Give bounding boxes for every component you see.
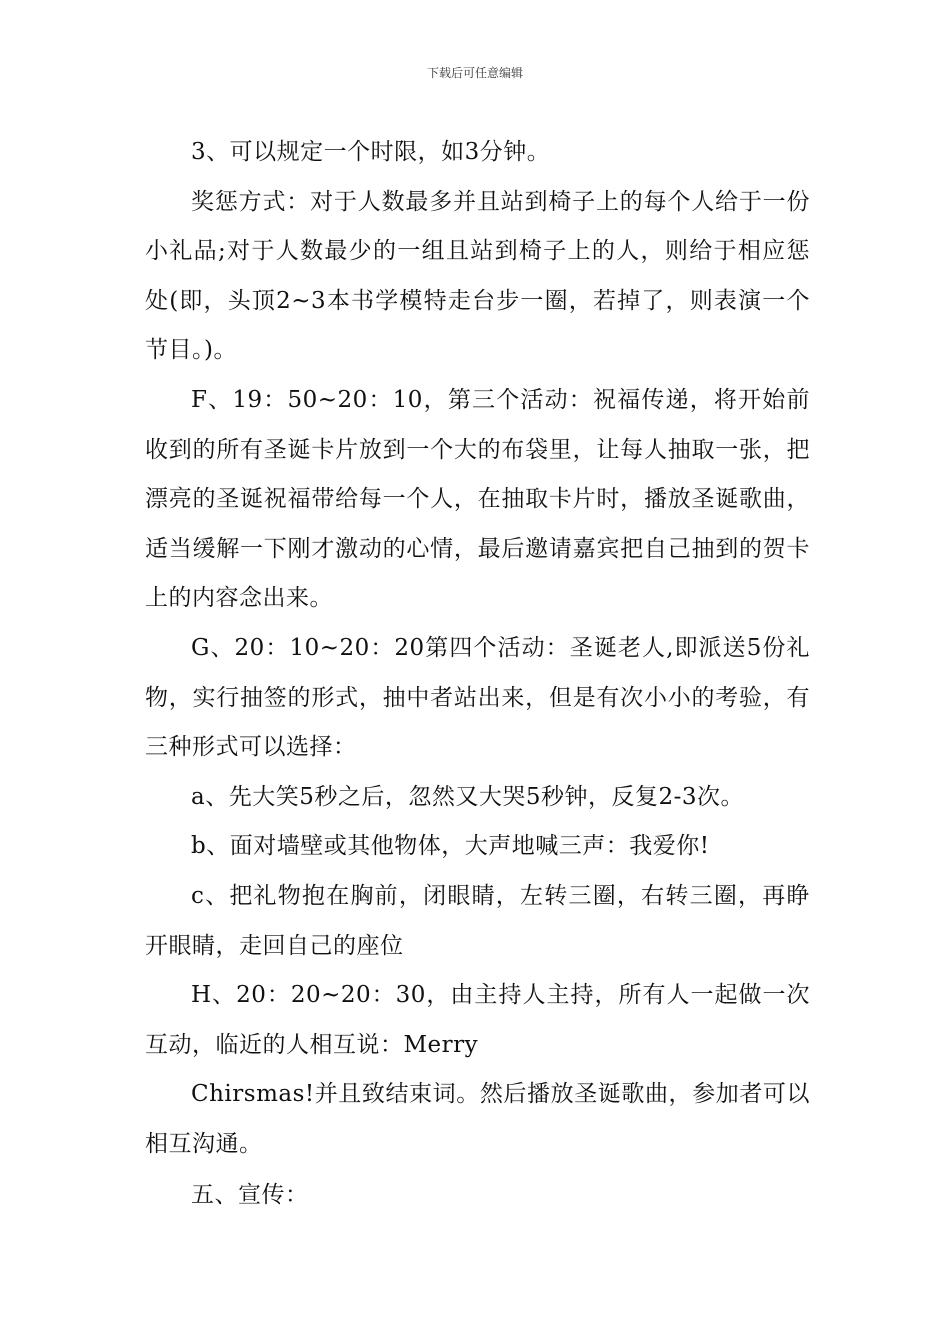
document-body: [145, 128, 810, 1221]
paragraph-closing: Chirsmas!并且致结束词。然后播放圣诞歌曲，参加者可以相互沟通。: [145, 1081, 810, 1157]
paragraph-time-limit: 3、可以规定一个时限，如3分钟。: [191, 139, 551, 165]
paragraph-reward-penalty: 奖惩方式：对于人数最多并且站到椅子上的每个人给于一份小礼品;对于人数最少的一组且站到椅子上的人，则给于相应惩处(即，头顶2~3本书学模特走台步一圈，若掉了，则表演一个节目。)。: [145, 188, 810, 364]
section-heading-publicity: 五、宣传：: [191, 1182, 309, 1209]
paragraph-activity-f: F、19：50~20：10，第三个活动：祝福传递，将开始前收到的所有圣诞卡片放到一个大的布袋里，让每人抽取一张，把漂亮的圣诞祝福带给每一个人，在抽取卡片时，播放圣诞歌曲，适当缓解一下刚才激动的心情，最后邀请嘉宾把自己抽到的贺卡上的内容念出来。: [145, 386, 810, 612]
paragraph-activity-h: H、20：20~20：30，由主持人主持，所有人一起做一次互动，临近的人相互说：Merry: [145, 982, 810, 1058]
paragraph-option-b: b、面对墙壁或其他物体，大声地喊三声：我爱你!: [191, 833, 710, 860]
paragraph-option-c: c、把礼物抱在胸前，闭眼睛，左转三圈，右转三圈，再睁开眼睛，走回自己的座位: [145, 882, 810, 959]
paragraph-activity-g: G、20：10~20：20第四个活动：圣诞老人,即派送5份礼物，实行抽签的形式，抽中者站出来，但是有次小小的考验，有三种形式可以选择：: [145, 634, 810, 761]
page-header-note: 下载后可任意编辑: [426, 66, 523, 80]
paragraph-option-a: a、先大笑5秒之后，忽然又大哭5秒钟，反复2-3次。: [191, 783, 745, 810]
